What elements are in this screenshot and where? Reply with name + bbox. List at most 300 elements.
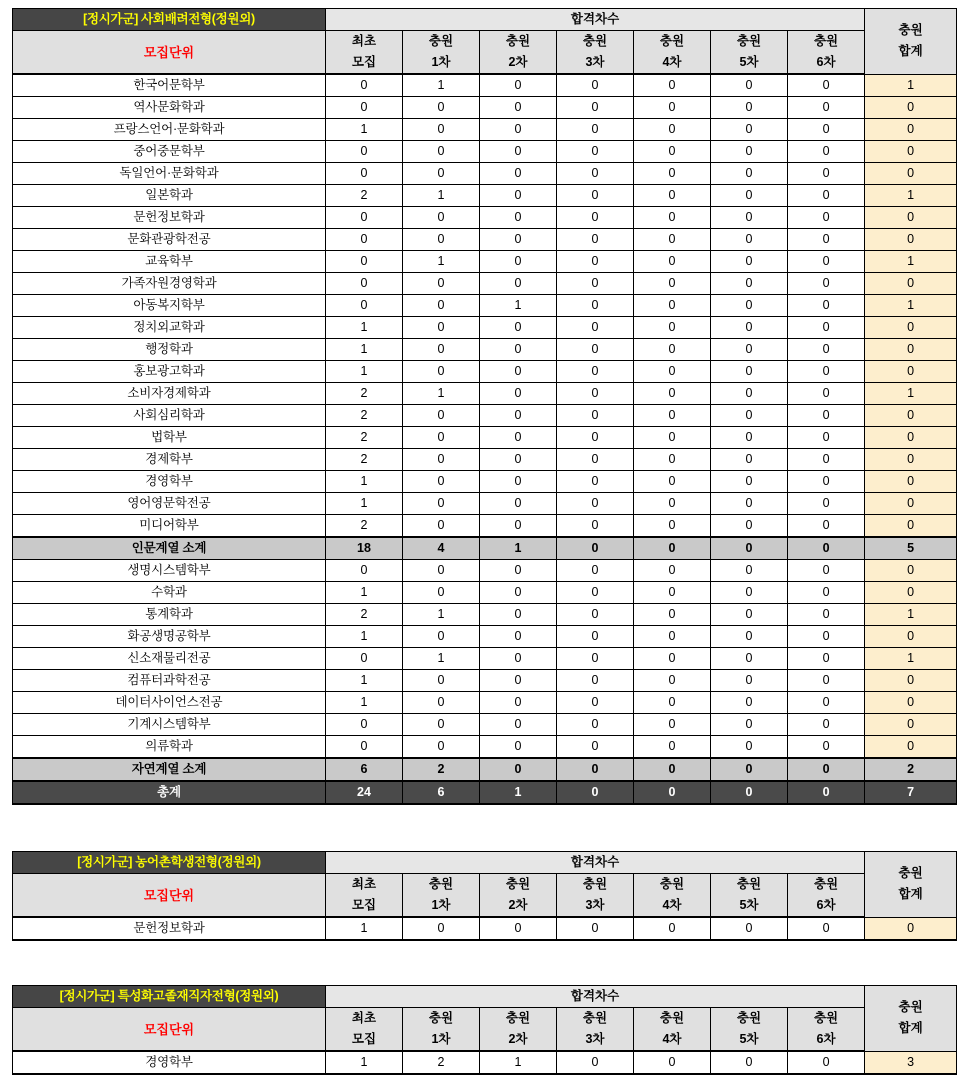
cell-round-4: 0 (634, 626, 711, 648)
cell-unit: 프랑스언어·문화학과 (13, 119, 326, 141)
cell-round-6: 0 (788, 1051, 865, 1074)
cell-round-6: 0 (788, 736, 865, 759)
col-head-line2: 5차 (739, 55, 759, 69)
cell-round-4: 0 (634, 295, 711, 317)
col-head-line1: 최초 (351, 877, 377, 891)
table-row (13, 141, 957, 163)
cell-round-0: 2 (326, 449, 403, 471)
cell-round-1: 2 (403, 758, 480, 781)
cell-total: 0 (865, 97, 957, 119)
admissions-table-0 (12, 8, 957, 805)
cell-round-0: 0 (326, 229, 403, 251)
cell-unit: 홍보광고학과 (13, 361, 326, 383)
cell-round-3: 0 (557, 604, 634, 626)
cell-round-6: 0 (788, 251, 865, 273)
cell-round-4: 0 (634, 427, 711, 449)
cell-round-3: 0 (557, 781, 634, 804)
cell-round-5: 0 (711, 273, 788, 295)
col-head-line2: 1차 (431, 898, 451, 912)
title-row (13, 986, 957, 1008)
column-header-6 (788, 874, 865, 918)
cell-round-0: 2 (326, 604, 403, 626)
cell-round-5: 0 (711, 427, 788, 449)
admissions-table-1 (12, 851, 957, 941)
title-row (13, 9, 957, 31)
cell-round-5: 0 (711, 692, 788, 714)
cell-round-0: 0 (326, 736, 403, 759)
cell-round-1: 6 (403, 781, 480, 804)
table-row (13, 427, 957, 449)
cell-total: 2 (865, 758, 957, 781)
col-head-line1: 충원 (428, 877, 454, 891)
cell-round-3: 0 (557, 560, 634, 582)
cell-round-5: 0 (711, 141, 788, 163)
cell-total: 0 (865, 141, 957, 163)
cell-unit: 소비자경제학과 (13, 383, 326, 405)
col-head-line1: 충원 (813, 1011, 839, 1025)
column-header-3 (557, 874, 634, 918)
cell-round-6: 0 (788, 141, 865, 163)
cell-round-4: 0 (634, 917, 711, 940)
cell-round-6: 0 (788, 185, 865, 207)
cell-round-6: 0 (788, 207, 865, 229)
col-head-line1: 충원 (428, 1011, 454, 1025)
cell-round-3: 0 (557, 917, 634, 940)
table-row (13, 405, 957, 427)
section-gap-1 (0, 805, 960, 851)
cell-total: 0 (865, 692, 957, 714)
cell-round-2: 0 (480, 229, 557, 251)
cell-unit: 영어영문학전공 (13, 493, 326, 515)
cell-round-3: 0 (557, 119, 634, 141)
col-head-line2: 1차 (431, 1032, 451, 1046)
table-row (13, 537, 957, 560)
cell-round-2: 0 (480, 692, 557, 714)
cell-round-1: 0 (403, 427, 480, 449)
cell-round-4: 0 (634, 515, 711, 538)
cell-round-1: 0 (403, 917, 480, 940)
table-body-0 (13, 74, 957, 804)
cell-round-6: 0 (788, 582, 865, 604)
cell-total: 0 (865, 207, 957, 229)
cell-round-4: 0 (634, 273, 711, 295)
cell-round-4: 0 (634, 383, 711, 405)
cell-round-1: 0 (403, 736, 480, 759)
cell-unit: 생명시스템학부 (13, 560, 326, 582)
column-header-4 (634, 1008, 711, 1052)
cell-round-1: 0 (403, 207, 480, 229)
cell-round-6: 0 (788, 449, 865, 471)
table-row (13, 361, 957, 383)
total-header-line2: 합계 (898, 887, 923, 902)
col-head-line2: 6차 (816, 55, 836, 69)
cell-unit: 문헌정보학과 (13, 917, 326, 940)
col-head-line1: 충원 (813, 877, 839, 891)
table-row (13, 317, 957, 339)
cell-unit: 경영학부 (13, 471, 326, 493)
column-header-5 (711, 31, 788, 75)
cell-round-1: 0 (403, 471, 480, 493)
cell-round-5: 0 (711, 493, 788, 515)
cell-round-6: 0 (788, 917, 865, 940)
cell-round-4: 0 (634, 582, 711, 604)
cell-total: 0 (865, 273, 957, 295)
cell-round-3: 0 (557, 251, 634, 273)
cell-round-0: 1 (326, 582, 403, 604)
cell-round-3: 0 (557, 670, 634, 692)
cell-round-6: 0 (788, 471, 865, 493)
cell-round-3: 0 (557, 273, 634, 295)
cell-round-0: 0 (326, 560, 403, 582)
cell-round-3: 0 (557, 537, 634, 560)
cell-round-0: 0 (326, 295, 403, 317)
cell-round-6: 0 (788, 670, 865, 692)
total-header-line1: 충원 (898, 1000, 923, 1015)
cell-round-5: 0 (711, 295, 788, 317)
cell-round-5: 0 (711, 1051, 788, 1074)
cell-unit: 인문계열 소계 (13, 537, 326, 560)
group-header-pass-round: 합격차수 (326, 9, 865, 31)
cell-round-0: 0 (326, 207, 403, 229)
cell-round-0: 0 (326, 648, 403, 670)
cell-total: 1 (865, 251, 957, 273)
cell-round-0: 1 (326, 1051, 403, 1074)
cell-round-5: 0 (711, 405, 788, 427)
table-row (13, 670, 957, 692)
column-header-3 (557, 31, 634, 75)
cell-round-4: 0 (634, 317, 711, 339)
cell-round-5: 0 (711, 383, 788, 405)
cell-unit: 미디어학부 (13, 515, 326, 538)
table-row (13, 758, 957, 781)
cell-round-1: 0 (403, 361, 480, 383)
cell-round-3: 0 (557, 692, 634, 714)
cell-total: 1 (865, 74, 957, 97)
cell-round-3: 0 (557, 383, 634, 405)
cell-round-6: 0 (788, 758, 865, 781)
cell-total: 1 (865, 604, 957, 626)
cell-total: 0 (865, 449, 957, 471)
cell-round-4: 0 (634, 229, 711, 251)
cell-round-0: 2 (326, 185, 403, 207)
column-header-4 (634, 31, 711, 75)
table-row (13, 515, 957, 538)
cell-round-6: 0 (788, 604, 865, 626)
cell-round-2: 1 (480, 295, 557, 317)
cell-round-3: 0 (557, 185, 634, 207)
cell-total: 0 (865, 582, 957, 604)
cell-round-6: 0 (788, 295, 865, 317)
cell-round-1: 0 (403, 163, 480, 185)
cell-round-4: 0 (634, 714, 711, 736)
cell-round-4: 0 (634, 361, 711, 383)
table-row (13, 582, 957, 604)
cell-round-1: 0 (403, 295, 480, 317)
cell-round-0: 1 (326, 339, 403, 361)
table-row (13, 714, 957, 736)
cell-round-4: 0 (634, 449, 711, 471)
cell-round-3: 0 (557, 714, 634, 736)
cell-round-2: 0 (480, 119, 557, 141)
table-row (13, 273, 957, 295)
cell-round-5: 0 (711, 736, 788, 759)
column-header-1 (403, 1008, 480, 1052)
cell-round-1: 1 (403, 185, 480, 207)
total-header-line2: 합계 (898, 44, 923, 59)
column-header-1 (403, 31, 480, 75)
cell-round-1: 4 (403, 537, 480, 560)
col-head-line2: 1차 (431, 55, 451, 69)
cell-round-1: 0 (403, 449, 480, 471)
cell-total: 0 (865, 670, 957, 692)
section-gap-2 (0, 941, 960, 985)
column-header-0 (326, 1008, 403, 1052)
cell-round-6: 0 (788, 383, 865, 405)
cell-round-3: 0 (557, 163, 634, 185)
cell-round-1: 0 (403, 493, 480, 515)
cell-round-1: 0 (403, 560, 480, 582)
cell-round-4: 0 (634, 648, 711, 670)
table-row (13, 295, 957, 317)
table-block-1 (12, 851, 948, 941)
cell-round-6: 0 (788, 781, 865, 804)
cell-round-5: 0 (711, 229, 788, 251)
table-row (13, 736, 957, 759)
column-header-0 (326, 874, 403, 918)
cell-round-2: 0 (480, 515, 557, 538)
cell-unit: 문헌정보학과 (13, 207, 326, 229)
cell-round-2: 0 (480, 648, 557, 670)
cell-round-2: 0 (480, 471, 557, 493)
cell-round-4: 0 (634, 736, 711, 759)
cell-total: 0 (865, 515, 957, 538)
cell-round-1: 0 (403, 141, 480, 163)
col-head-line1: 충원 (659, 34, 685, 48)
column-header-2 (480, 31, 557, 75)
group-header-pass-round: 합격차수 (326, 986, 865, 1008)
table-title: [정시가군] 사회배려전형(정원외) (13, 9, 326, 31)
cell-round-3: 0 (557, 141, 634, 163)
col-head-line1: 충원 (505, 1011, 531, 1025)
cell-round-5: 0 (711, 449, 788, 471)
cell-round-3: 0 (557, 582, 634, 604)
cell-round-3: 0 (557, 405, 634, 427)
cell-total: 0 (865, 229, 957, 251)
table-title: [정시가군] 특성화고졸재직자전형(정원외) (13, 986, 326, 1008)
cell-round-2: 0 (480, 670, 557, 692)
cell-unit: 통계학과 (13, 604, 326, 626)
table-row (13, 692, 957, 714)
table-row (13, 626, 957, 648)
cell-round-4: 0 (634, 471, 711, 493)
cell-round-1: 0 (403, 714, 480, 736)
cell-round-4: 0 (634, 74, 711, 97)
cell-round-6: 0 (788, 273, 865, 295)
cell-round-1: 1 (403, 604, 480, 626)
cell-round-1: 1 (403, 251, 480, 273)
table-header-2 (13, 986, 957, 1052)
cell-round-2: 0 (480, 626, 557, 648)
cell-round-0: 0 (326, 251, 403, 273)
cell-round-4: 0 (634, 339, 711, 361)
admissions-table-2 (12, 985, 957, 1075)
cell-total: 0 (865, 119, 957, 141)
col-head-line1: 충원 (813, 34, 839, 48)
cell-total: 0 (865, 405, 957, 427)
title-row (13, 852, 957, 874)
cell-round-5: 0 (711, 670, 788, 692)
cell-round-6: 0 (788, 626, 865, 648)
cell-unit: 한국어문학부 (13, 74, 326, 97)
cell-round-1: 0 (403, 515, 480, 538)
table-row (13, 493, 957, 515)
table-row (13, 251, 957, 273)
total-header-line2: 합계 (898, 1021, 923, 1036)
cell-round-2: 0 (480, 604, 557, 626)
table-row (13, 449, 957, 471)
cell-round-2: 1 (480, 1051, 557, 1074)
cell-round-3: 0 (557, 295, 634, 317)
cell-round-4: 0 (634, 185, 711, 207)
table-row (13, 163, 957, 185)
cell-unit: 역사문화학과 (13, 97, 326, 119)
cell-round-2: 0 (480, 97, 557, 119)
cell-round-6: 0 (788, 229, 865, 251)
table-row (13, 97, 957, 119)
cell-round-5: 0 (711, 207, 788, 229)
cell-round-0: 6 (326, 758, 403, 781)
col-head-line2: 6차 (816, 898, 836, 912)
cell-round-1: 0 (403, 405, 480, 427)
cell-unit: 중어중문학부 (13, 141, 326, 163)
cell-round-0: 1 (326, 471, 403, 493)
cell-round-5: 0 (711, 119, 788, 141)
table-title: [정시가군] 농어촌학생전형(정원외) (13, 852, 326, 874)
cell-total: 0 (865, 339, 957, 361)
cell-round-0: 2 (326, 405, 403, 427)
cell-total: 1 (865, 383, 957, 405)
cell-round-6: 0 (788, 97, 865, 119)
column-header-row (13, 874, 957, 918)
column-header-3 (557, 1008, 634, 1052)
cell-round-4: 0 (634, 163, 711, 185)
cell-round-1: 0 (403, 273, 480, 295)
cell-round-5: 0 (711, 251, 788, 273)
col-head-line1: 충원 (582, 1011, 608, 1025)
column-header-2 (480, 874, 557, 918)
table-row (13, 119, 957, 141)
column-header-row (13, 1008, 957, 1052)
cell-total: 0 (865, 427, 957, 449)
cell-round-4: 0 (634, 405, 711, 427)
cell-round-4: 0 (634, 251, 711, 273)
cell-round-3: 0 (557, 339, 634, 361)
cell-round-2: 0 (480, 207, 557, 229)
cell-round-0: 2 (326, 427, 403, 449)
cell-total: 1 (865, 185, 957, 207)
cell-round-5: 0 (711, 74, 788, 97)
cell-round-6: 0 (788, 692, 865, 714)
cell-round-0: 1 (326, 692, 403, 714)
col-head-line2: 2차 (508, 1032, 528, 1046)
cell-round-3: 0 (557, 493, 634, 515)
cell-round-1: 1 (403, 74, 480, 97)
cell-round-4: 0 (634, 604, 711, 626)
cell-total: 0 (865, 163, 957, 185)
table-body-2 (13, 1051, 957, 1074)
cell-round-1: 0 (403, 229, 480, 251)
cell-unit: 경제학부 (13, 449, 326, 471)
cell-round-5: 0 (711, 758, 788, 781)
cell-round-1: 0 (403, 670, 480, 692)
column-header-total (865, 986, 957, 1052)
cell-unit: 신소재물리전공 (13, 648, 326, 670)
cell-round-6: 0 (788, 339, 865, 361)
cell-round-3: 0 (557, 427, 634, 449)
cell-round-0: 1 (326, 119, 403, 141)
cell-round-0: 24 (326, 781, 403, 804)
column-header-unit: 모집단위 (13, 1008, 326, 1052)
col-head-line2: 3차 (585, 55, 605, 69)
cell-round-1: 0 (403, 119, 480, 141)
cell-round-4: 0 (634, 670, 711, 692)
cell-round-5: 0 (711, 626, 788, 648)
cell-unit: 아동복지학부 (13, 295, 326, 317)
cell-unit: 가족자원경영학과 (13, 273, 326, 295)
cell-round-3: 0 (557, 515, 634, 538)
col-head-line2: 4차 (662, 898, 682, 912)
cell-round-0: 0 (326, 714, 403, 736)
cell-round-4: 0 (634, 560, 711, 582)
table-row (13, 383, 957, 405)
cell-round-4: 0 (634, 141, 711, 163)
cell-unit: 총계 (13, 781, 326, 804)
column-header-0 (326, 31, 403, 75)
cell-round-1: 0 (403, 582, 480, 604)
cell-round-6: 0 (788, 515, 865, 538)
column-header-total (865, 852, 957, 918)
cell-total: 0 (865, 471, 957, 493)
table-row (13, 604, 957, 626)
cell-unit: 의류학과 (13, 736, 326, 759)
cell-total: 0 (865, 917, 957, 940)
col-head-line1: 충원 (736, 34, 762, 48)
cell-round-6: 0 (788, 119, 865, 141)
cell-round-3: 0 (557, 317, 634, 339)
cell-round-4: 0 (634, 758, 711, 781)
cell-round-6: 0 (788, 427, 865, 449)
cell-round-5: 0 (711, 781, 788, 804)
cell-round-3: 0 (557, 758, 634, 781)
cell-round-4: 0 (634, 692, 711, 714)
cell-round-3: 0 (557, 648, 634, 670)
column-header-6 (788, 31, 865, 75)
table-body-1 (13, 917, 957, 940)
cell-total: 0 (865, 736, 957, 759)
cell-total: 0 (865, 560, 957, 582)
cell-round-1: 2 (403, 1051, 480, 1074)
cell-round-2: 0 (480, 405, 557, 427)
cell-round-6: 0 (788, 560, 865, 582)
cell-round-4: 0 (634, 781, 711, 804)
col-head-line1: 충원 (659, 877, 685, 891)
cell-round-5: 0 (711, 163, 788, 185)
cell-round-2: 0 (480, 163, 557, 185)
total-header-line1: 충원 (898, 866, 923, 881)
cell-round-6: 0 (788, 74, 865, 97)
cell-round-0: 0 (326, 74, 403, 97)
cell-round-1: 1 (403, 648, 480, 670)
